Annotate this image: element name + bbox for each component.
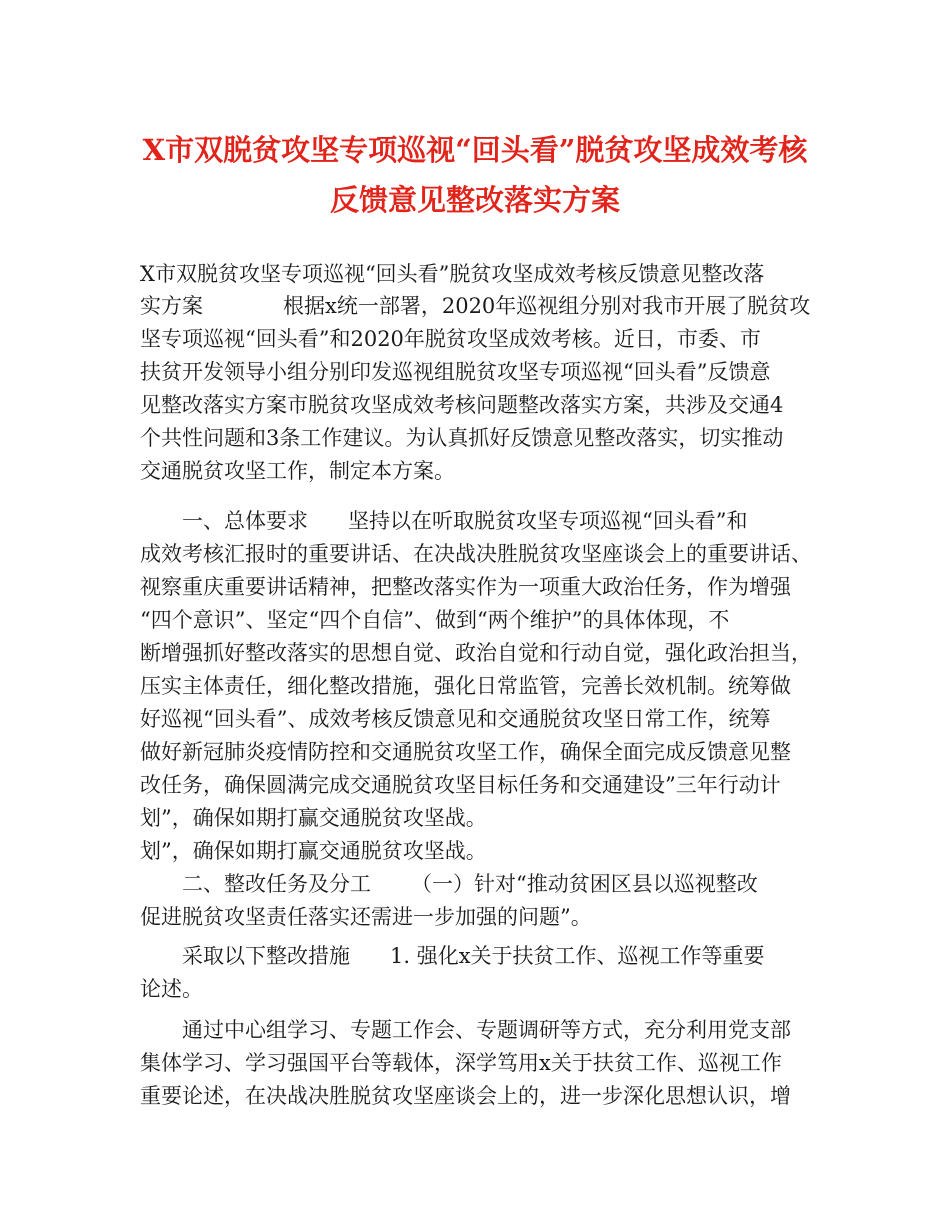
body-line: 个共性问题和3条工作建议。为认真抓好反馈意见整改落实，切实推动 [140, 426, 784, 450]
body-line: 坚专项巡视“回头看”和2020年脱贫攻坚成效考核。近日，市委、市 [140, 327, 761, 351]
body-line: “四个意识”、坚定“四个自信”、做到“两个维护”的具体体现，不 [140, 608, 730, 632]
measure-heading-line: 采取以下整改措施 1. 强化x关于扶贫工作、巡视工作等重要 [182, 944, 765, 968]
document-title-line-1: X市双脱贫攻坚专项巡视“回头看”脱贫攻坚成效考核 [142, 133, 808, 167]
body-line: 扶贫开发领导小组分别印发巡视组脱贫攻坚专项巡视“回头看”反馈意 [140, 360, 771, 384]
body-line: 交通脱贫攻坚工作，制定本方案。 [140, 459, 455, 483]
section-heading-line: 二、整改任务及分工 （一）针对“推动贫困区县以巡视整改 [182, 872, 758, 896]
body-line: 重要论述，在决战决胜脱贫攻坚座谈会上的，进一步深化思想认识，增 [140, 1084, 791, 1108]
body-line: 改任务，确保圆满完成交通脱贫攻坚目标任务和交通建设”三年行动计 [140, 773, 781, 797]
body-line: 成效考核汇报时的重要讲话、在决战决胜脱贫攻坚座谈会上的重要讲话、 [140, 542, 812, 566]
body-line: 划”，确保如期打赢交通脱贫攻坚战。 [140, 806, 487, 830]
body-line: 见整改落实方案市脱贫攻坚成效考核问题整改落实方案，共涉及交通4 [140, 393, 784, 417]
body-line: 实方案 根据x统一部署，2020年巡视组分别对我市开展了脱贫攻 [140, 294, 811, 318]
body-line: 划”，确保如期打赢交通脱贫攻坚战。 [140, 839, 487, 863]
body-line: 集体学习、学习强国平台等载体，深学笃用x关于扶贫工作、巡视工作 [140, 1051, 782, 1075]
body-line: X市双脱贫攻坚专项巡视“回头看”脱贫攻坚成效考核反馈意见整改落 [140, 262, 765, 286]
body-line: 论述。 [140, 977, 203, 1001]
body-line: 促进脱贫攻坚责任落实还需进一步加强的问题”。 [140, 905, 592, 929]
document-title-line-2: 反馈意见整改落实方案 [329, 183, 620, 217]
body-line: 做好新冠肺炎疫情防控和交通脱贫攻坚工作，确保全面完成反馈意见整 [140, 740, 791, 764]
body-line: 好巡视“回头看”、成效考核反馈意见和交通脱贫攻坚日常工作，统筹 [140, 707, 771, 731]
section-heading-line: 一、总体要求 坚持以在听取脱贫攻坚专项巡视“回头看”和 [182, 509, 748, 533]
body-line: 断增强抓好整改落实的思想自觉、政治自觉和行动自觉，强化政治担当， [140, 641, 812, 665]
body-line: 压实主体责任，细化整改措施，强化日常监管，完善长效机制。统筹做 [140, 674, 791, 698]
body-line: 通过中心组学习、专题工作会、专题调研等方式，充分利用党支部 [182, 1018, 791, 1042]
body-line: 视察重庆重要讲话精神，把整改落实作为一项重大政治任务，作为增强 [140, 575, 791, 599]
